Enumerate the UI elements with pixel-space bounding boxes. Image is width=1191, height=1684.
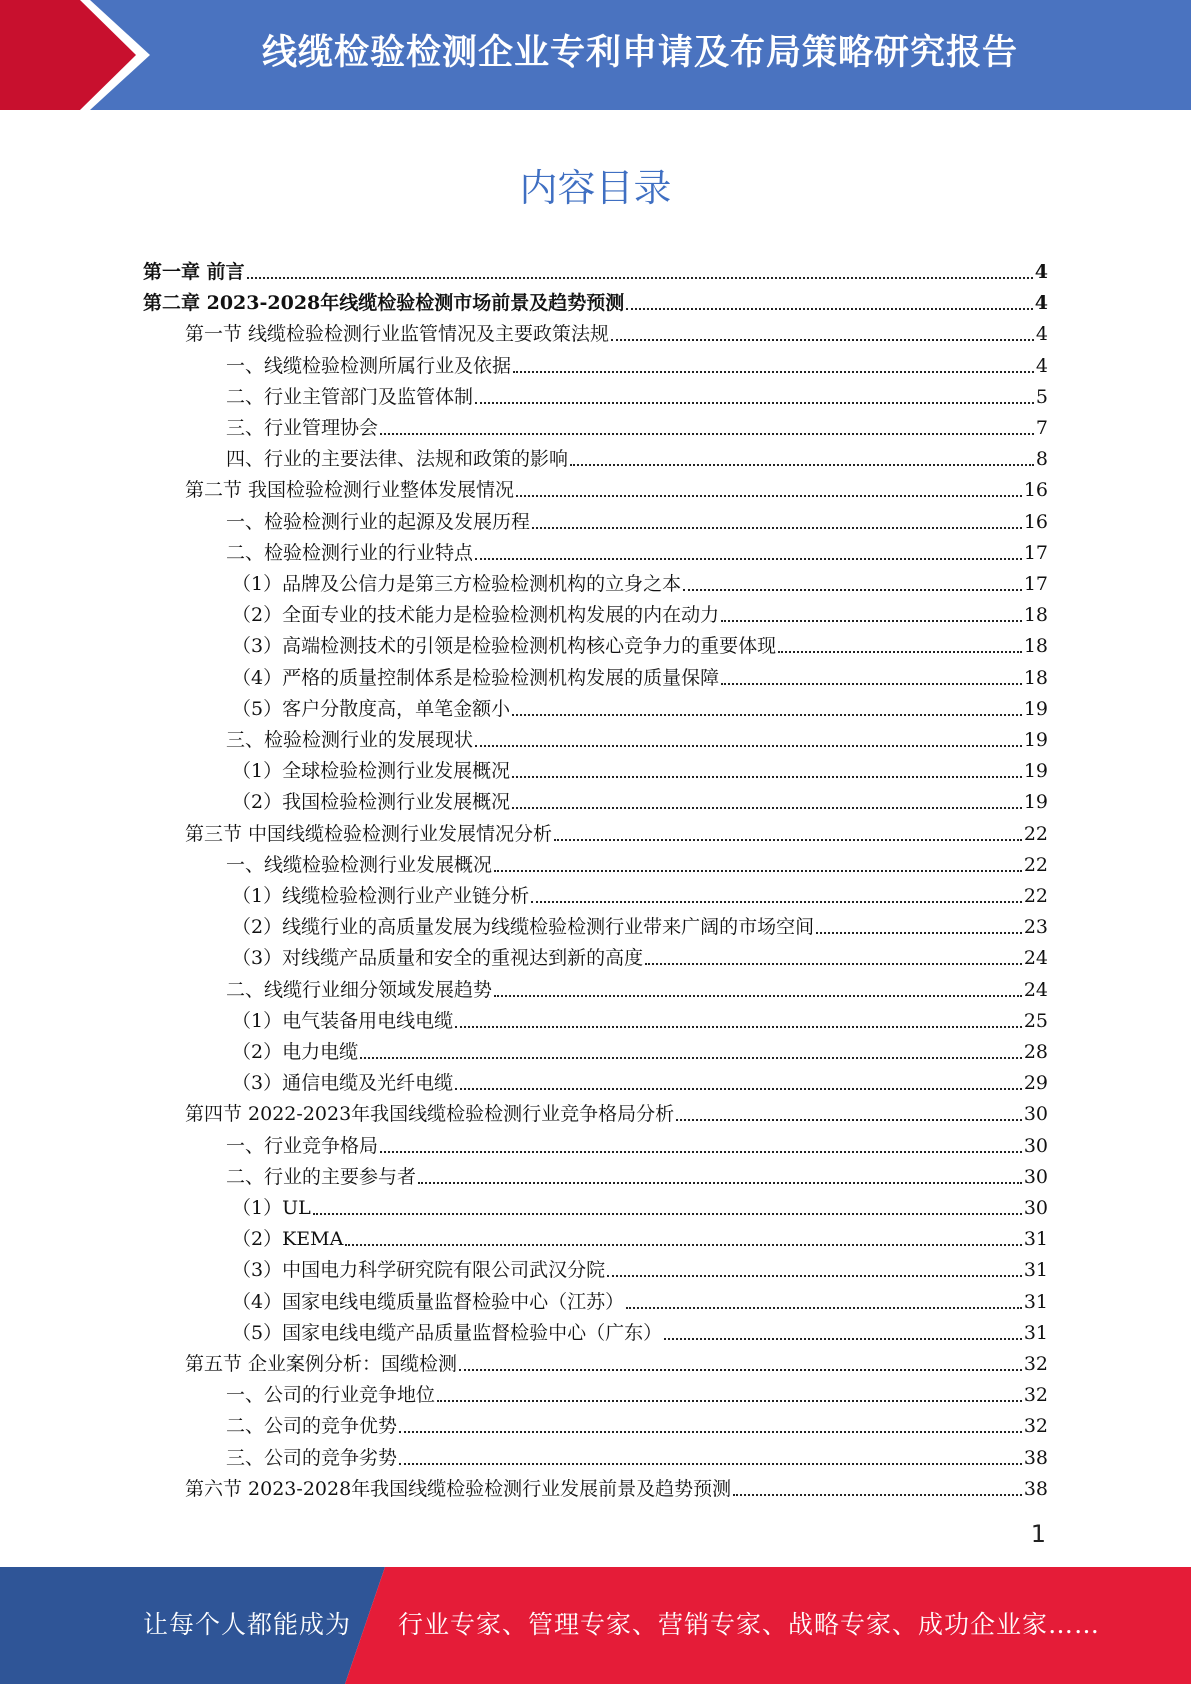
toc-entry-page: 4 [1035,323,1048,346]
toc-entry[interactable] [226,722,1048,753]
toc-entry-label: 四、行业的主要法律、法规和政策的影响 [226,448,569,471]
toc-dot-leader [475,745,1022,747]
toc-entry[interactable] [232,1190,1048,1221]
toc-entry[interactable] [232,597,1048,628]
toc-entry[interactable] [226,1408,1048,1439]
toc-entry-page: 18 [1023,666,1048,689]
toc-entry-label: 第一章 前言 [143,261,245,283]
toc-entry-page: 23 [1023,916,1048,939]
header-arrow-graphic [0,0,200,110]
toc-entry[interactable] [232,1034,1048,1065]
toc-entry-label: （1）电气装备用电线电缆 [232,1009,454,1032]
toc-entry[interactable] [232,909,1048,940]
toc-entry-page: 4 [1035,354,1048,377]
toc-entry-label: （1）UL [232,1197,311,1219]
toc-entry-page: 4 [1034,292,1048,315]
toc-entry[interactable] [232,1284,1048,1315]
toc-entry[interactable] [185,472,1048,503]
toc-entry[interactable] [232,628,1048,659]
toc-entry-page: 32 [1023,1353,1048,1375]
toc-entry-label: 一、线缆检验检测所属行业及依据 [226,354,512,377]
toc-dot-leader [494,995,1022,997]
toc-dot-leader [345,1244,1021,1246]
toc-entry-label: 一、公司的行业竞争地位 [226,1384,436,1407]
toc-entry[interactable] [226,410,1048,441]
toc-entry-label: 一、行业竞争格局 [226,1134,379,1157]
toc-entry-label: 二、检验检测行业的行业特点 [226,541,474,564]
toc-entry[interactable] [226,441,1048,472]
toc-entry-page: 22 [1023,822,1048,845]
toc-entry-page: 17 [1023,541,1048,564]
toc-entry-page: 30 [1023,1165,1048,1188]
toc-entry-page: 17 [1023,573,1048,595]
toc-entry[interactable] [232,878,1048,909]
page-number: 1 [1030,1520,1046,1548]
toc-entry-label: 一、检验检测行业的起源及发展历程 [226,510,531,533]
toc-dot-leader [676,1119,1022,1121]
toc-dot-leader [313,1213,1022,1215]
toc-dot-leader [721,620,1022,622]
toc-entry-page: 16 [1023,479,1048,502]
toc-entry[interactable] [185,316,1048,347]
toc-dot-leader [611,339,1034,341]
toc-entry-label: （1）品牌及公信力是第三方检验检测机构的立身之本 [232,573,682,595]
toc-entry-label: （1）全球检验检测行业发展概况 [232,760,511,783]
toc-entry[interactable] [232,1221,1048,1252]
toc-entry-label: （2）全面专业的技术能力是检验检测机构发展的内在动力 [232,604,720,627]
toc-dot-leader [733,1494,1022,1496]
toc-entry[interactable] [226,1440,1048,1471]
toc-entry-page: 30 [1023,1197,1048,1219]
toc-entry-label: 第三节 中国线缆检验检测行业发展情况分析 [185,822,553,845]
toc-entry[interactable] [232,784,1048,815]
toc-entry-label: 第二节 我国检验检测行业整体发展情况 [185,479,515,502]
toc-dot-leader [645,963,1022,965]
toc-entry-label: 一、线缆检验检测行业发展概况 [226,853,493,876]
toc-entry[interactable] [226,348,1048,379]
toc-entry[interactable] [232,660,1048,691]
toc-entry-label: （3）对线缆产品质量和安全的重视达到新的高度 [232,947,644,970]
toc-entry[interactable] [143,254,1048,285]
toc-dot-leader [475,558,1022,560]
toc-entry-page: 22 [1023,885,1048,907]
toc-dot-leader [512,807,1022,809]
toc-dot-leader [459,1369,1022,1371]
toc-entry-label: （2）线缆行业的高质量发展为线缆检验检测行业带来广阔的市场空间 [232,916,815,939]
toc-entry-label: （3）高端检测技术的引领是检验检测机构核心竞争力的重要体现 [232,635,777,658]
toc-dot-leader [247,277,1033,279]
toc-entry[interactable] [232,1003,1048,1034]
toc-entry-page: 8 [1035,448,1048,471]
toc-entry-label: 二、公司的竞争优势 [226,1415,398,1438]
toc-entry-label: （4）严格的质量控制体系是检验检测机构发展的质量保障 [232,666,720,689]
toc-entry-page: 19 [1023,729,1048,751]
toc-entry[interactable] [185,816,1048,847]
toc-dot-leader [437,1400,1022,1402]
toc-dot-leader [816,932,1022,934]
toc-dot-leader [554,839,1022,841]
toc-dot-leader [531,901,1022,903]
toc-dot-leader [418,1182,1022,1184]
toc-dot-leader [399,1463,1022,1465]
toc-entry-label: （1）线缆检验检测行业产业链分析 [232,885,530,907]
toc-entry-label: 第六节 2023-2028年我国线缆检验检测行业发展前景及趋势预测 [185,1477,732,1500]
toc-entry-label: 二、行业主管部门及监管体制 [226,385,474,408]
report-title: 线缆检验检测企业专利申请及布局策略研究报告 [261,33,1018,73]
toc-dot-leader [683,589,1022,591]
toc-entry-page: 18 [1023,604,1048,627]
toc-entry-label: （3）中国电力科学研究院有限公司武汉分院 [232,1259,606,1282]
toc-entry[interactable] [226,379,1048,410]
toc-entry-page: 22 [1023,853,1048,876]
toc-dot-leader [626,1307,1022,1309]
toc-dot-leader [513,371,1034,373]
toc-entry-page: 18 [1023,635,1048,658]
toc-entry-page: 38 [1023,1477,1048,1500]
toc-dot-leader [360,1057,1022,1059]
toc-dot-leader [512,776,1022,778]
toc-dot-leader [532,527,1022,529]
toc-dot-leader [570,464,1034,466]
toc-entry-label: 第二章 2023-2028年线缆检验检测市场前景及趋势预测 [143,292,625,315]
toc-entry[interactable] [185,1346,1048,1377]
toc-entry-label: 三、公司的竞争劣势 [226,1446,398,1469]
toc-heading: 内容目录 [519,166,672,210]
toc-entry-page: 4 [1034,261,1048,283]
toc-dot-leader [626,308,1033,310]
toc-dot-leader [778,651,1022,653]
toc-entry-page: 19 [1023,760,1048,783]
toc-entry-label: 第五节 企业案例分析：国缆检测 [185,1353,458,1375]
toc-entry-label: 二、行业的主要参与者 [226,1165,417,1188]
toc-entry-label: 二、线缆行业细分领域发展趋势 [226,978,493,1001]
toc-entry[interactable] [226,504,1048,535]
toc-entry-page: 32 [1023,1384,1048,1407]
toc-dot-leader [380,1151,1022,1153]
toc-dot-leader [494,870,1022,872]
toc-entry[interactable] [185,1096,1048,1127]
toc-entry-page: 31 [1023,1259,1048,1282]
footer-band [0,1567,1191,1684]
toc-entry-page: 19 [1023,791,1048,814]
toc-entry-page: 30 [1023,1134,1048,1157]
toc-entry[interactable] [232,1315,1048,1346]
toc-dot-leader [516,495,1022,497]
footer-slogan-left: 让每个人都能成为 [143,1610,352,1639]
footer-slogan-right: 行业专家、管理专家、营销专家、战略专家、成功企业家…… [398,1610,1101,1639]
toc-dot-leader [399,1431,1022,1433]
toc-entry-page: 30 [1023,1103,1048,1126]
toc-entry-page: 32 [1023,1415,1048,1438]
toc-entry-label: （2）电力电缆 [232,1041,359,1063]
toc-entry-label: 第一节 线缆检验检测行业监管情况及主要政策法规 [185,323,610,346]
toc-entry-label: 三、检验检测行业的发展现状 [226,729,474,751]
toc-entry[interactable] [232,940,1048,971]
toc-entry-page: 24 [1023,978,1048,1001]
toc-entry[interactable] [226,1159,1048,1190]
toc-dot-leader [475,402,1034,404]
toc-entry-page: 38 [1023,1446,1048,1469]
toc-dot-leader [512,714,1022,716]
toc-entry-label: （5）国家电线电缆产品质量监督检验中心（广东） [232,1321,663,1344]
toc-dot-leader [455,1026,1022,1028]
toc-dot-leader [455,1088,1022,1090]
toc-entry[interactable] [232,1252,1048,1283]
toc-entry[interactable] [226,972,1048,1003]
toc-entry[interactable] [226,1377,1048,1408]
toc-entry-page: 28 [1023,1041,1048,1063]
toc-entry-label: （5）客户分散度高，单笔金额小 [232,697,511,720]
toc-entry-page: 7 [1035,417,1048,439]
toc-entry[interactable] [143,285,1048,316]
toc-entry-label: 三、行业管理协会 [226,417,379,439]
toc-entry-label: （3）通信电缆及光纤电缆 [232,1072,454,1095]
toc-dot-leader [664,1338,1022,1340]
toc-entry[interactable] [185,1471,1048,1502]
toc-dot-leader [607,1275,1022,1277]
toc-entry-page: 16 [1023,510,1048,533]
toc-entry-page: 5 [1035,385,1048,408]
report-header-band [0,0,1191,110]
toc-entry[interactable] [226,1128,1048,1159]
toc-entry-label: （2）KEMA [232,1228,344,1251]
toc-entry-page: 29 [1023,1072,1048,1095]
toc-entry[interactable] [226,535,1048,566]
toc-entry[interactable] [226,847,1048,878]
toc-entry-label: 第四节 2022-2023年我国线缆检验检测行业竞争格局分析 [185,1103,675,1126]
toc-entry[interactable] [232,753,1048,784]
toc-entry-page: 31 [1023,1228,1048,1251]
toc-entry-page: 31 [1023,1321,1048,1344]
toc-entry-page: 19 [1023,697,1048,720]
toc-entry[interactable] [232,691,1048,722]
toc-entry-label: （2）我国检验检测行业发展概况 [232,791,511,814]
toc-entry-page: 25 [1023,1009,1048,1032]
toc-entry-page: 24 [1023,947,1048,970]
toc-entry[interactable] [232,1065,1048,1096]
toc-entry[interactable] [232,566,1048,597]
toc-entry-page: 31 [1023,1290,1048,1313]
toc-dot-leader [721,683,1022,685]
toc-entry-label: （4）国家电线电缆质量监督检验中心（江苏） [232,1290,625,1313]
toc-dot-leader [380,433,1034,435]
